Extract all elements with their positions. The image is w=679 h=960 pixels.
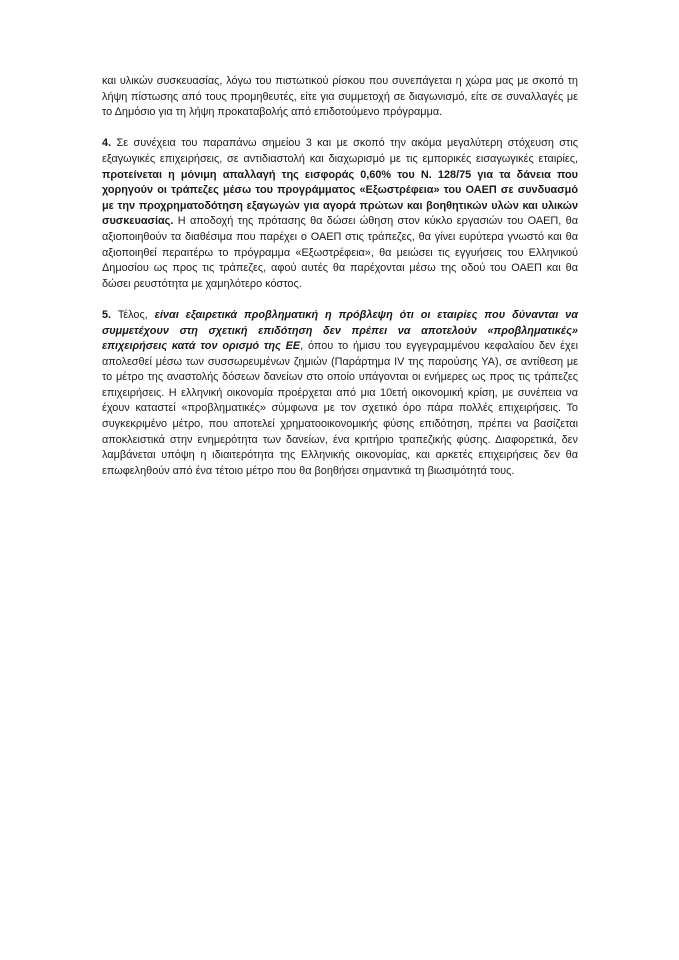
- problem-emphasis: είναι εξαιρετικά προβληματική η πρόβλεψη ότι οι εταιρίες που δύνανται να συμμετέχουν στη σχετική επιδότηση δεν πρέπει να αποτελούν «προβληματικές» επιχειρήσεις κατά τον ορισμό της ΕΕ: [102, 308, 578, 353]
- proposal-emphasis: προτείνεται η μόνιμη απαλλαγή της εισφοράς 0,60% του Ν. 128/75 για τα δάνεια που χορηγούν οι τράπεζες μέσω του προγράμματος «Εξωστρέφεια» του ΟΑΕΠ σε συνδυασμό με την προχρηματοδότηση εξαγωγών για αγορά πρώτων και βοηθητικών υλών και υλικών συσκευασίας.: [102, 168, 578, 228]
- paragraph-text: Η αποδοχή της πρότασης θα δώσει ώθηση στον κύκλο εργασιών του ΟΑΕΠ, θα αξιοποιηθούν τα διαθέσιμα που παρέχει ο ΟΑΕΠ στις τράπεζες, θα γίνει ευρύτερα γνωστό και θα αξιοποιηθεί περαιτέρω το πρόγραμμα «Εξωστρέφεια», θα μειώσει τις εγγυήσεις του Ελληνικού Δημοσίου ως προς τις τράπεζες, αφού αυτές θα παρέχονται μέσω της οδού του ΟΑΕΠ και θα δώσει ρευστότητα με χαμηλότερο κόστος.: [102, 215, 578, 290]
- document-body: [102, 74, 578, 495]
- paragraph-text: Σε συνέχεια του παραπάνω σημείου 3 και με σκοπό την ακόμα μεγαλύτερη στόχευση στις εξαγωγικές επιχειρήσεις, σε αντιδιαστολή και διαχωρισμό με τις εμπορικές εισαγωγικές εταιρίες,: [102, 137, 578, 165]
- paragraph-point-5: [102, 308, 578, 480]
- point-number: 5.: [102, 308, 112, 321]
- point-number: 4.: [102, 137, 112, 150]
- paragraph-text: και υλικών συσκευασίας, λόγω του πιστωτικού ρίσκου που συνεπάγεται η χώρα μας με σκοπό τη λήψη πίστωσης από τους προμηθευτές, είτε για συμμετοχή σε διαγωνισμό, είτε σε συναλλαγές με το Δημόσιο για τη λήψη προκαταβολής από επιδοτούμενο πρόγραμμα.: [102, 75, 578, 119]
- paragraph-continuation: [102, 74, 578, 121]
- paragraph-text: Τέλος,: [111, 308, 155, 321]
- paragraph-text: , όπου το ήμισυ του εγγεγραμμένου κεφαλαίου δεν έχει απολεσθεί μέσω των συσσωρευμένων ζημιών (Παράρτημα IV της παρούσης ΥΑ), σε αντίθεση με το μέτρο της αναστολής δόσεων δανείων στο οποίο υπάγονται οι ενήμερες ως προς τις τράπεζες επιχειρήσεις. Η ελληνική οικονομία προέρχεται από μια 10ετή οικονομική κρίση, με συνέπεια να έχουν καταστεί «προβληματικές» σύμφωνα με τον σχετικό όρο πάρα πολλές επιχειρήσεις. Το συγκεκριμένο μέτρο, που αποτελεί χρηματοοικονομικής φύσης επιδότηση, πρέπει να βασίζεται αποκλειστικά στην ενημερότητα των δανείων, ένα κριτήριο τραπεζικής φύσης. Διαφορετικά, δεν λαμβάνεται υπόψη η ιδιαιτερότητα της Ελληνικής οικονομίας, και αρκετές επιχειρήσεις δεν θα επωφεληθούν από ένα τέτοιο μέτρο που θα βοηθήσει σημαντικά τη βιωσιμότητά τους.: [102, 340, 578, 477]
- paragraph-point-4: [102, 136, 578, 292]
